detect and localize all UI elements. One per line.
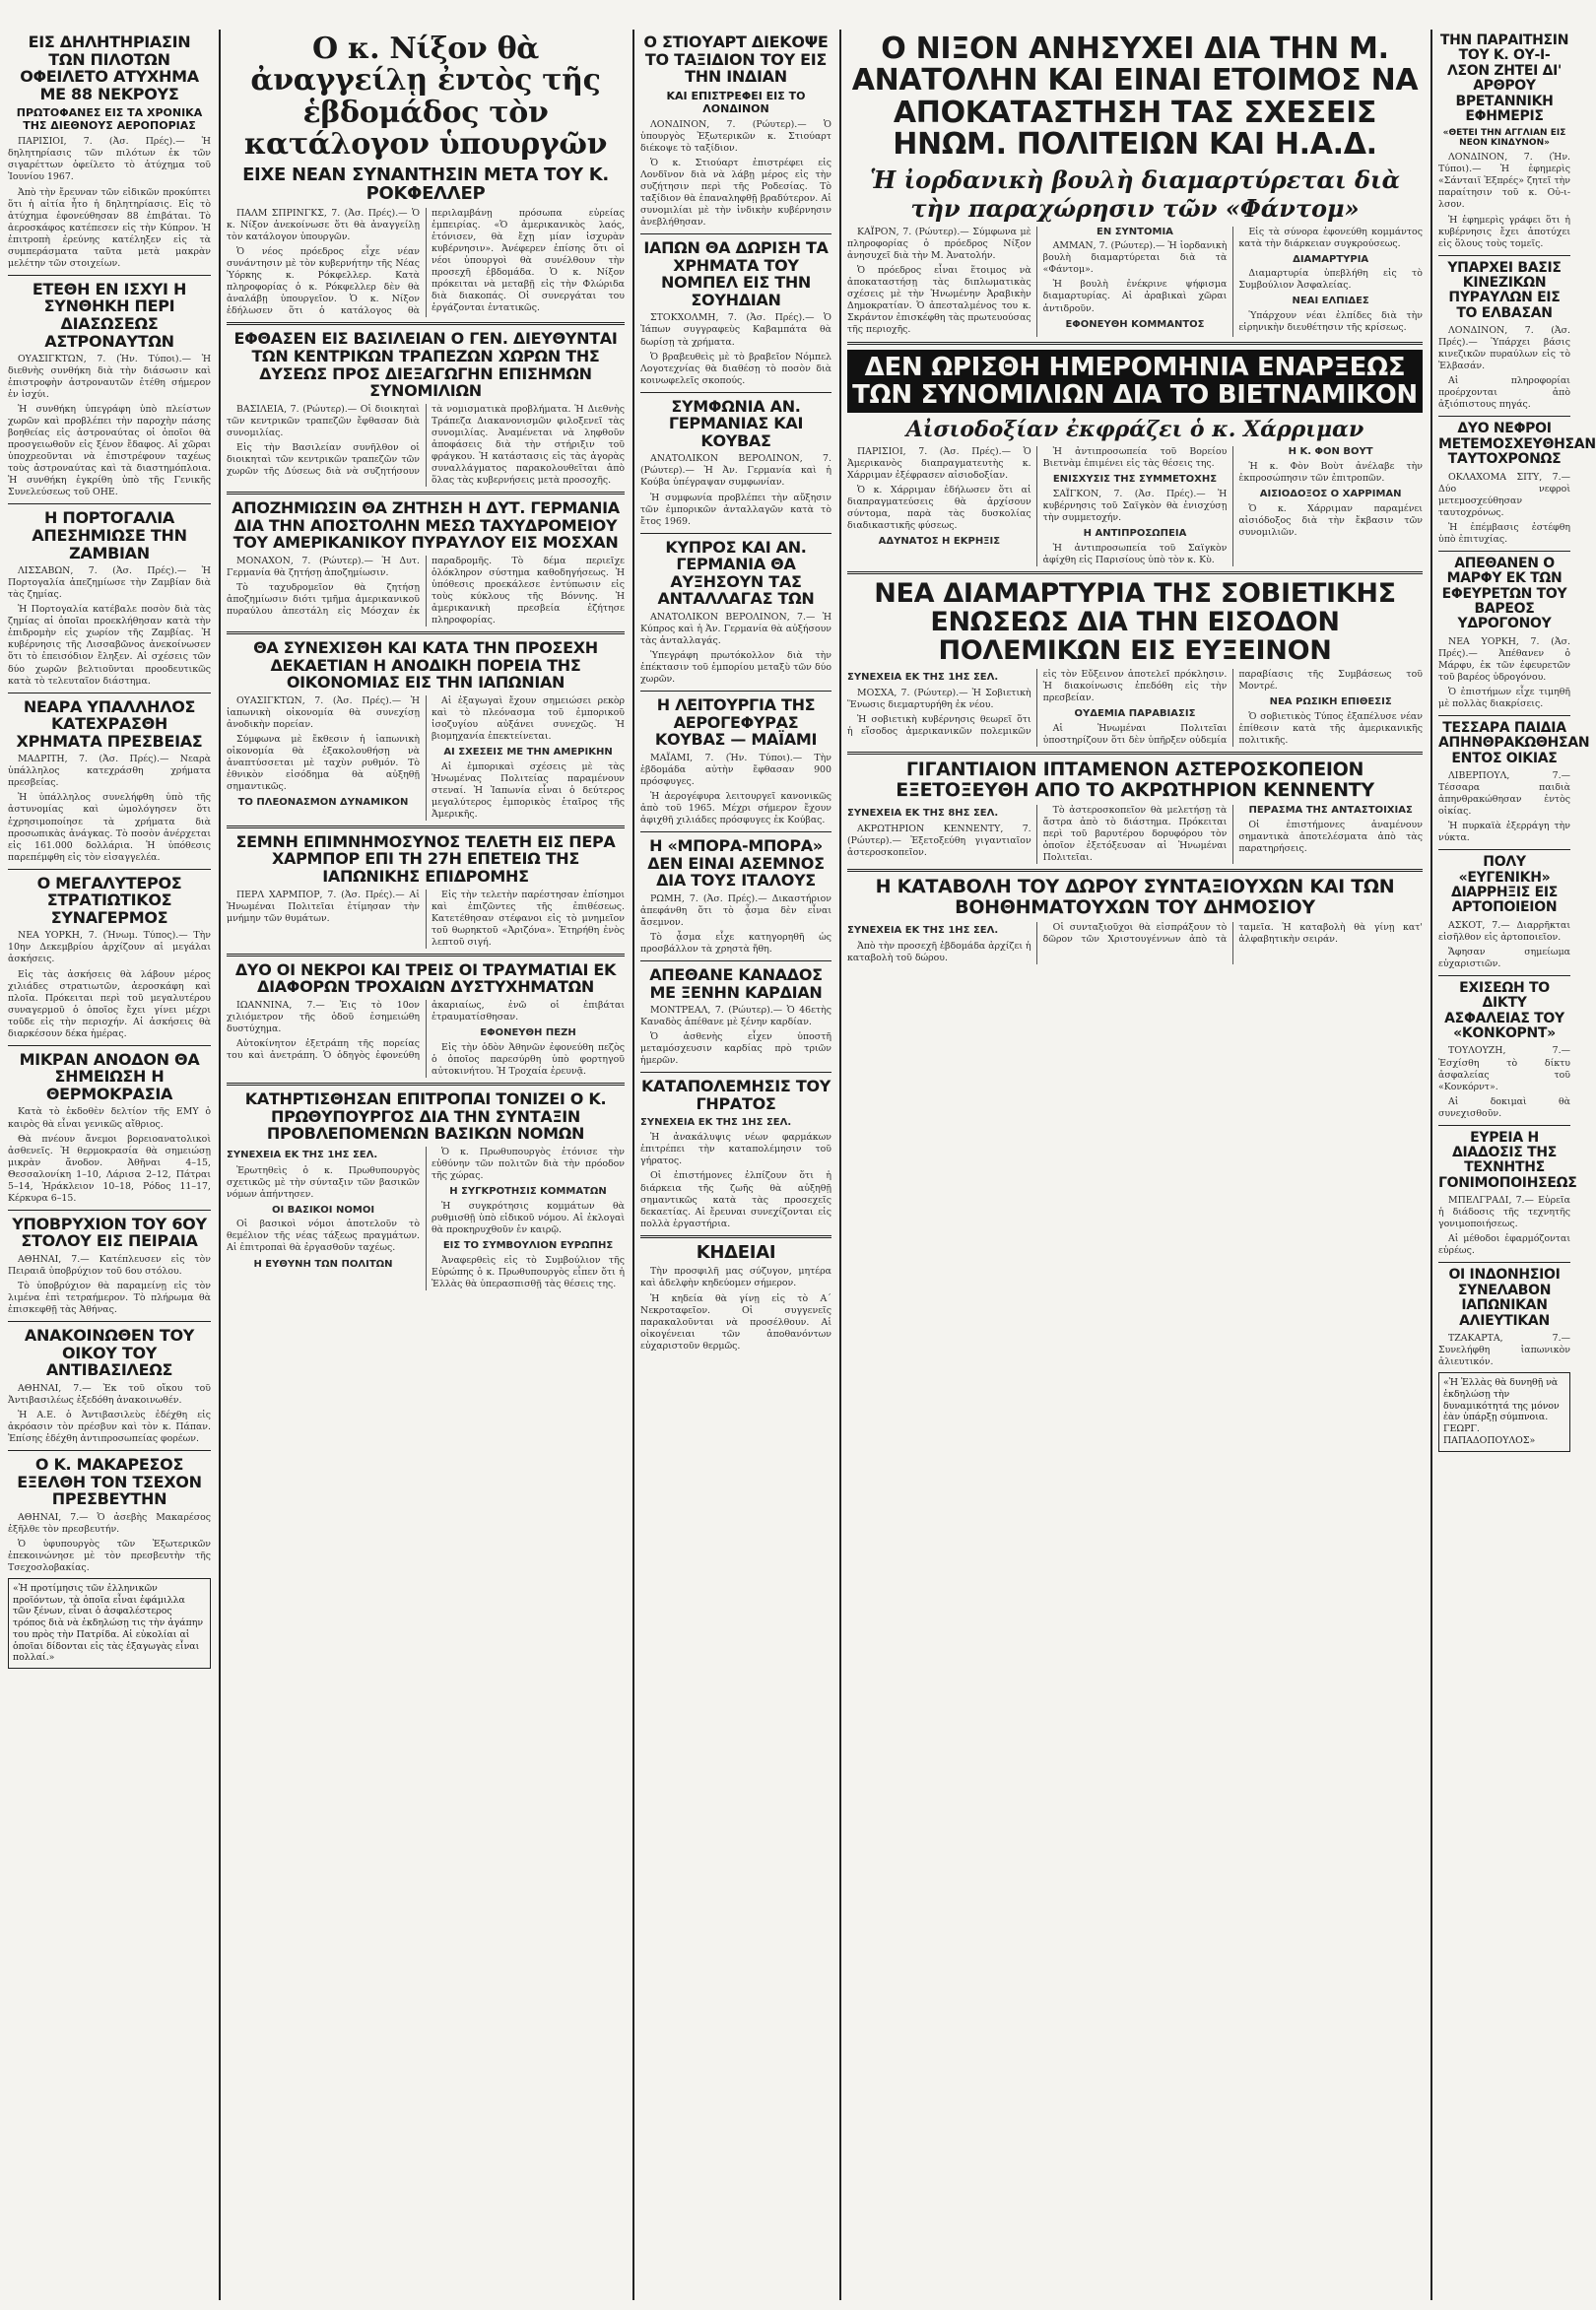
headline: ΕΤΕΘΗ ΕΝ ΙΣΧΥΙ Η ΣΥΝΘΗΚΗ ΠΕΡΙ ΔΙΑΣΩΣΕΩΣ ΑΣΤΡΟΝΑΥΤΩΝ <box>32 279 187 351</box>
article-text: ΟΥΑΣΙΓΚΤΩΝ, 7. (Ἡν. Τύποι).— Ἡ διεθνὴς συνθήκη διὰ τὴν διάσωσιν καὶ ἐπιστροφὴν ἀστροναυτῶν ἐτέθη σήμερον ἐν ἰσχύι. Ἡ συνθήκη ὑπεγράφη ὑπὸ πλείστων χωρῶν καὶ προβλέπει τὴν παροχὴν πάσης βοηθείας εἰς ἀστροναύτας οἱ ὁποῖοι θὰ προσγειωθοῦν εἰς ξένον ἔδαφος. Αἱ χῶραι ὑποχρεοῦνται νὰ ἐπιστρέφουν ταχέως τοὺς ἀστροναύτας καὶ τὰ διαστημόπλοια. Ἡ συνθήκη ἐγκρίθη ὑπὸ τῆς Γενικῆς Συνελεύσεως τοῦ ΟΗΕ. <box>8 354 211 498</box>
headline: ΥΠΟΒΡΥΧΙΟΝ ΤΟΥ 6ΟΥ ΣΤΟΛΟΥ ΕΙΣ ΠΕΙΡΑΙΑ <box>12 1214 207 1251</box>
subheadline: ΠΡΩΤΟΦΑΝΕΣ ΕΙΣ ΤΑ ΧΡΟΝΙΚΑ ΤΗΣ ΔΙΕΘΝΟΥΣ ΑΕΡΟΠΟΡΙΑΣ <box>16 106 203 133</box>
headline: ΣΥΜΦΩΝΙΑ ΑΝ. ΓΕΡΜΑΝΙΑΣ ΚΑΙ ΚΟΥΒΑΣ <box>668 396 804 450</box>
headline: ΚΗΔΕΙΑΙ <box>696 1241 776 1263</box>
column-rule <box>1430 30 1432 2300</box>
headline: ΥΠΑΡΧΕΙ ΒΑΣΙΣ ΚΙΝΕΖΙΚΩΝ ΠΥΡΑΥΛΩΝ ΕΙΣ ΤΟ ΕΛΒΑΣΑΝ <box>1447 259 1562 321</box>
headline: ΕΧΙΣΕΩΗ ΤΟ ΔΙΚΤΥ ΑΣΦΑΛΕΙΑΣ ΤΟΥ «ΚΟΝΚΟΡΝΤ» <box>1444 979 1564 1042</box>
headline: ΝΕΑΡΑ ΥΠΑΛΛΗΛΟΣ ΚΑΤΕΧΡΑΣΘΗ ΧΡΗΜΑΤΑ ΠΡΕΣΒΕΙΑΣ <box>16 696 203 751</box>
article-text: ΠΑΛΜ ΣΠΡΙΝΓΚΣ, 7. (Ἀσ. Πρές).— Ὁ κ. Νίξον ἀνεκοίνωσε ὅτι θὰ ἀναγγείλῃ τὸν κατάλογον ὑπουργῶν. Ὁ νέος πρόεδρος εἶχε νέαν συνάντησιν μὲ τὸν κυβερνήτην τῆς Νέας Ὑόρκης κ. Ρόκφελλερ. Κατὰ πληροφορίας ὁ κ. Ρόκφελλερ δὲν θὰ ἀναλάβῃ ὑπουργεῖον. Ὁ κ. Νίξον ἐδήλωσεν ὅτι ὁ κατάλογος θὰ περιλαμβάνῃ πρόσωπα εὐρείας ἐμπειρίας. «Ὁ ἀμερικανικὸς λαός, ἐτόνισεν, θὰ ἔχῃ μίαν ἰσχυρὰν κυβέρνησιν». Ἀνέφερεν ἐπίσης ὅτι οἱ νέοι ὑπουργοὶ θὰ συνέλθουν τὴν προσεχῆ ἑβδομάδα. Ὁ κ. Νίξον πρόκειται νὰ μεταβῇ εἰς τὴν Φλώριδα διὰ διακοπάς. Οἱ συνεργάται του ἐργάζονται ἐντατικῶς. <box>227 208 625 317</box>
lead-headline: Ο ΝΙΞΟΝ ΑΝΗΣΥΧΕΙ ΔΙΑ ΤΗΝ Μ. ΑΝΑΤΟΛΗΝ ΚΑΙ ΕΙΝΑΙ ΕΤΟΙΜΟΣ ΝΑ ΑΠΟΚΑΤΑΣΤΗΣΗ ΤΑΣ ΣΧΕΣΕΙΣ ΗΝΩΜ. ΠΟΛΙΤΕΙΩΝ ΚΑΙ Η.Α.Δ. <box>851 32 1419 163</box>
headline: ΠΟΛΥ «ΕΥΓΕΝΙΚΗ» ΔΙΑΡΡΗΞΙΣ ΕΙΣ ΑΡΤΟΠΟΙΕΙΟΝ <box>1450 854 1559 916</box>
headline: ΤΗΝ ΠΑΡΑΙΤΗΣΙΝ ΤΟΥ Κ. ΟΥ-Ι-ΛΣΟΝ ΖΗΤΕΙ ΔΙ' ΑΡΘΡΟΥ ΒΡΕΤΑΝΝΙΚΗ ΕΦΗΜΕΡΙΣ <box>1439 33 1569 124</box>
article-text: ΟΚΛΑΧΟΜΑ ΣΙΤΥ, 7.— Δύο νεφροὶ μετεμοσχεύθησαν ταυτοχρόνως. Ἡ ἐπέμβασις ἐστέφθη ὑπὸ ἐπιτυχίας. <box>1438 471 1570 545</box>
headline: Η ΚΑΤΑΒΟΛΗ ΤΟΥ ΔΩΡΟΥ ΣΥΝΤΑΞΙΟΥΧΩΝ ΚΑΙ ΤΩΝ ΒΟΗΘΗΜΑΤΟΥΧΩΝ ΤΟΥ ΔΗΜΟΣΙΟΥ <box>875 876 1395 919</box>
headline: ΣΕΜΝΗ ΕΠΙΜΝΗΜΟΣΥΝΟΣ ΤΕΛΕΤΗ ΕΙΣ ΠΕΡΑ ΧΑΡΜΠΟΡ ΕΠΙ ΤΗ 27Η ΕΠΕΤΕΙΩ ΤΗΣ ΙΑΠΩΝΙΚΗΣ ΕΠΙΔΡΟΜΗΣ <box>235 831 616 887</box>
article-text: ΣΥΝΕΧΕΙΑ ΕΚ ΤΗΣ 8ΗΣ ΣΕΛ. ΑΚΡΩΤΗΡΙΟΝ ΚΕΝΝΕΝΤΥ, 7. (Ρώυτερ).— Ἐξετοξεύθη γιγαντιαῖον ἀστεροσκοπεῖον. Τὸ ἀστεροσκοπεῖον θὰ μελετήσῃ τὰ ἄστρα ἀπὸ τὸ διάστημα. Πρόκειται περὶ τοῦ βαρυτέρου δορυφόρου τὸν ὁποῖον ἐξετόξευσαν αἱ Ἡνωμέναι Πολιτεῖαι. ΠΕΡΑΣΜΑ ΤΗΣ ΑΝΤΑΣΤΟΙΧΙΑΣ Οἱ ἐπιστήμονες ἀναμένουν σημαντικὰ ἀποτελέσματα ἀπὸ τὰς παρατηρήσεις. <box>847 805 1423 864</box>
article-text: ΛΟΝΔΙΝΟΝ, 7. (Ἀσ. Πρές).— Ὑπάρχει βάσις κινεζικῶν πυραύλων εἰς τὸ Ἐλβασάν. Αἱ πληροφορίαι προέρχονται ἀπὸ ἀξιόπιστους πηγάς. <box>1438 325 1570 411</box>
article-text: ΜΑΔΡΙΤΗ, 7. (Ἀσ. Πρές).— Νεαρὰ ὑπάλληλος κατεχράσθη χρήματα πρεσβείας. Ἡ ὑπάλληλος συνελήφθη ὑπὸ τῆς ἀστυνομίας καὶ ὡμολόγησεν ὅτι ἐχρησιμοποίησε τὰ χρήματα διὰ προσωπικὰς ἀνάγκας. Τὸ ποσὸν ἀνέρχεται εἰς 161.000 δολλάρια. Ἡ ὑπόθεσις παρεπέμφθη εἰς τὸν εἰσαγγελέα. <box>8 754 211 863</box>
article-text: ΚΑΪΡΟΝ, 7. (Ρώυτερ).— Σύμφωνα μὲ πληροφορίας ὁ πρόεδρος Νίξον ἀνησυχεῖ διὰ τὴν Μ. Ἀνατολήν. Ὁ πρόεδρος εἶναι ἕτοιμος νὰ ἀποκαταστήσῃ τὰς διπλωματικὰς σχέσεις μὲ τὴν Ἡνωμένην Ἀραβικὴν Δημοκρατίαν. Ὁ ἀπεσταλμένος του κ. Σκράντον ἐπισκέφθη τὰς πρωτευούσας τῆς περιοχῆς. ΕΝ ΣΥΝΤΟΜΙΑ ΑΜΜΑΝ, 7. (Ρώυτερ).— Ἡ ἰορδανικὴ βουλὴ διαμαρτύρεται διὰ τὰ «Φάντομ». Ἡ βουλὴ ἐνέκρινε ψήφισμα διαμαρτυρίας. Αἱ ἀραβικαὶ χῶραι ἀντιδροῦν. ΕΦΟΝΕΥΘΗ ΚΟΜΜΑΝΤΟΣ Εἰς τὰ σύνορα ἐφονεύθη κομμάντος κατὰ τὴν διάρκειαν συγκρούσεως. ΔΙΑΜΑΡΤΥΡΙΑ Διαμαρτυρία ὑπεβλήθη εἰς τὸ Συμβούλιον Ἀσφαλείας. ΝΕΑΙ ΕΛΠΙΔΕΣ Ὑπάρχουν νέαι ἐλπίδες διὰ τὴν εἰρηνικὴν διευθέτησιν τῆς κρίσεως. <box>847 226 1423 335</box>
headline: ΔΥΟ ΝΕΦΡΟΙ ΜΕΤΕΜΟΣΧΕΥΘΗΣΑΝ ΤΑΥΤΟΧΡΟΝΩΣ <box>1438 421 1596 468</box>
headline: ΚΑΤΑΠΟΛΕΜΗΣΙΣ ΤΟΥ ΓΗΡΑΤΟΣ <box>640 1077 831 1113</box>
lead-headline: Ο κ. Νίξον θὰ ἀναγγείλῃ ἐντὸς τῆς ἑβδομάδος τὸν κατάλογον ὑπουργῶν <box>243 32 608 163</box>
article-text: ΛΙΣΣΑΒΩΝ, 7. (Ἀσ. Πρές).— Ἡ Πορτογαλία ἀπεζημίωσε τὴν Ζαμβίαν διὰ τὰς ζημίας. Ἡ Πορτογαλία κατέβαλε ποσὸν διὰ τὰς ζημίας αἱ ὁποῖαι προεκλήθησαν κατὰ τὴν ἐπιδρομὴν εἰς χωρίον τῆς Ζαμβίας. Ἡ κυβέρνησις τῆς Λισσαβῶνος ἀνεκοίνωσεν ὅτι τὸ ἐπεισόδιον ἔληξεν. Αἱ σχέσεις τῶν δύο χωρῶν βελτιοῦνται προοδευτικῶς κατὰ τὸ τελευταῖον διάστημα. <box>8 565 211 687</box>
headline: Η ΛΕΙΤΟΥΡΓΙΑ ΤΗΣ ΑΕΡΟΓΕΦΥΡΑΣ ΚΟΥΒΑΣ — ΜΑΪΑΜΙ <box>654 695 818 750</box>
article-text: ΝΕΑ ΥΟΡΚΗ, 7. (Ἡνωμ. Τύπος).— Τὴν 10ην Δεκεμβρίου ἀρχίζουν αἱ μεγάλαι ἀσκήσεις. Εἰς τὰς ἀσκήσεις θὰ λάβουν μέρος χιλιάδες στρατιωτῶν, ἀεροσκάφη καὶ πλοῖα. Πρόκειται περὶ τοῦ μεγαλυτέρου συναγερμοῦ ὁ ὁποῖος ἔχει γίνει μέχρι τοῦδε εἰς τὴν περιοχήν. Αἱ ἀσκήσεις θὰ διαρκέσουν δέκα ἡμέρας. <box>8 930 211 1039</box>
headline: ΑΠΟΖΗΜΙΩΣΙΝ ΘΑ ΖΗΤΗΣΗ Η ΔΥΤ. ΓΕΡΜΑΝΙΑ ΔΙΑ ΤΗΝ ΑΠΟΣΤΟΛΗΝ ΜΕΣΩ ΤΑΧΥΔΡΟΜΕΙΟΥ ΤΟΥ ΑΜΕΡΙΚΑΝΙΚΟΥ ΠΥΡΑΥΛΟΥ ΕΙΣ ΜΟΣΧΑΝ <box>232 498 620 553</box>
headline: ΑΠΕΘΑΝΕΝ Ο ΜΑΡΦΥ ΕΚ ΤΩΝ ΕΦΕΥΡΕΤΩΝ ΤΟΥ ΒΑΡΕΟΣ ΥΔΡΟΓΟΝΟΥ <box>1441 555 1567 632</box>
headline: ΕΙΣ ΔΗΛΗΤΗΡΙΑΣΙΝ ΤΩΝ ΠΙΛΟΤΩΝ ΟΦΕΙΛΕΤΟ ΑΤΥΧΗΜΑ ΜΕ 88 ΝΕΚΡΟΥΣ <box>20 33 199 103</box>
article-text: ΣΥΝΕΧΕΙΑ ΕΚ ΤΗΣ 1ΗΣ ΣΕΛ. Ἐρωτηθεὶς ὁ κ. Πρωθυπουργὸς σχετικῶς μὲ τὴν σύνταξιν τῶν βασικῶν νόμων ἀπήντησεν. ΟΙ ΒΑΣΙΚΟΙ ΝΟΜΟΙ Οἱ βασικοὶ νόμοι ἀποτελοῦν τὸ θεμέλιον τῆς νέας τάξεως πραγμάτων. Αἱ ἐπιτροπαὶ θὰ ἐργασθοῦν ταχέως. Η ΕΥΘΥΝΗ ΤΩΝ ΠΟΛΙΤΩΝ Ὁ κ. Πρωθυπουργὸς ἐτόνισε τὴν εὐθύνην τῶν πολιτῶν διὰ τὴν πρόοδον τῆς χώρας. Η ΣΥΓΚΡΟΤΗΣΙΣ ΚΟΜΜΑΤΩΝ Ἡ συγκρότησις κομμάτων θὰ ρυθμισθῇ ὑπὸ εἰδικοῦ νόμου. Αἱ ἐκλογαὶ θὰ προκηρυχθοῦν ἐν καιρῷ. ΕΙΣ ΤΟ ΣΥΜΒΟΥΛΙΟΝ ΕΥΡΩΠΗΣ Ἀναφερθεὶς εἰς τὸ Συμβούλιον τῆς Εὐρώπης ὁ κ. Πρωθυπουργὸς εἶπεν ὅτι ἡ Ἑλλὰς θὰ ὑπερασπισθῇ τὰς θέσεις της. <box>227 1146 625 1289</box>
subheadline: ΕΙΧΕ ΝΕΑΝ ΣΥΝΑΝΤΗΣΙΝ ΜΕΤΑ ΤΟΥ Κ. ΡΟΚΦΕΛΛΕΡ <box>242 164 609 205</box>
headline: ΝΕΑ ΔΙΑΜΑΡΤΥΡΙΑ ΤΗΣ ΣΟΒΙΕΤΙΚΗΣ ΕΝΩΣΕΩΣ ΔΙΑ ΤΗΝ ΕΙΣΟΔΟΝ ΠΟΛΕΜΙΚΩΝ ΕΙΣ ΕΥΞΕΙΝΟΝ <box>874 577 1396 667</box>
headline: ΟΙ ΙΝΔΟΝΗΣΙΟΙ ΣΥΝΕΛΑΒΟΝ ΙΑΠΩΝΙΚΑΝ ΑΛΙΕΥΤΙΚΑΝ <box>1448 1267 1561 1329</box>
article-text: ΑΝΑΤΟΛΙΚΟΝ ΒΕΡΟΛΙΝΟΝ, 7.— Ἡ Κύπρος καὶ ἡ Ἀν. Γερμανία θὰ αὐξήσουν τὰς ἀνταλλαγάς. Ὑπεγράφη πρωτόκολλον διὰ τὴν ἐπέκτασιν τοῦ ἐμπορίου μεταξὺ τῶν δύο χωρῶν. <box>640 611 831 686</box>
article-text: ΜΠΕΛΓΡΑΔΙ, 7.— Εὐρεῖα ἡ διάδοσις τῆς τεχνητῆς γονιμοποιήσεως. Αἱ μέθοδοι ἐφαρμόζονται εὐρέως. <box>1438 1195 1570 1257</box>
column-5 <box>1438 30 1596 2300</box>
article-text: ΛΟΝΔΙΝΟΝ, 7. (Ἡν. Τύποι).— Ἡ ἐφημερὶς «Σάνταιϊ Ἐξπρές» ζητεῖ τὴν παραίτησιν τοῦ κ. Οὐ-ι-λσον. Ἡ ἐφημερὶς γράφει ὅτι ἡ κυβέρνησις ἔχει ἀποτύχει εἰς ὅλους τοὺς τομεῖς. <box>1438 152 1570 249</box>
article-text: ΝΕΑ ΥΟΡΚΗ, 7. (Ἀσ. Πρές).— Ἀπέθανεν ὁ Μάρφυ, ἐκ τῶν ἐφευρετῶν τοῦ βαρέος ὑδρογόνου. Ὁ ἐπιστήμων εἶχε τιμηθῆ μὲ πολλὰς διακρίσεις. <box>1438 635 1570 709</box>
article-text: ΛΙΒΕΡΠΟΥΛ, 7.— Τέσσαρα παιδιὰ ἀπηνθρακώθησαν ἐντὸς οἰκίας. Ἡ πυρκαϊὰ ἐξερράγη τὴν νύκτα. <box>1438 770 1570 844</box>
headline: ΔΥΟ ΟΙ ΝΕΚΡΟΙ ΚΑΙ ΤΡΕΙΣ ΟΙ ΤΡΑΥΜΑΤΙΑΙ ΕΚ ΔΙΑΦΟΡΩΝ ΤΡΟΧΑΙΩΝ ΔΥΣΤΥΧΗΜΑΤΩΝ <box>234 959 617 997</box>
headline: Ο Κ. ΜΑΚΑΡΕΣΟΣ ΕΞΕΛΘΗ ΤΟΝ ΤΣΕΧΟΝ ΠΡΕΣΒΕΥΤΗΝ <box>17 1455 202 1509</box>
column-3 <box>640 30 831 2300</box>
article-text: ΑΘΗΝΑΙ, 7.— Ὁ ἀσεβὴς Μακαρέσος ἐξῆλθε τὸν πρεσβευτήν. Ὁ ὑφυπουργὸς τῶν Ἐξωτερικῶν ἐπεκοινώνησε μὲ τὸν πρεσβευτὴν τῆς Τσεχοσλοβακίας. <box>8 1511 211 1573</box>
article-text: ΣΥΝΕΧΕΙΑ ΕΚ ΤΗΣ 1ΗΣ ΣΕΛ. Ἡ ἀνακάλυψις νέων φαρμάκων ἐπιτρέπει τὴν καταπολέμησιν τοῦ γήρατος. Οἱ ἐπιστήμονες ἐλπίζουν ὅτι ἡ διάρκεια τῆς ζωῆς θὰ αὐξηθῇ σημαντικῶς κατὰ τὰς προσεχεῖς δεκαετίας. Αἱ ἔρευναι συνεχίζονται εἰς πολλὰ ἐργαστήρια. <box>640 1116 831 1229</box>
article-text: ΡΩΜΗ, 7. (Ἀσ. Πρές).— Δικαστήριον ἀπεφάνθη ὅτι τὸ ᾆσμα δὲν εἶναι ἄσεμνον. Τὸ ᾆσμα εἶχε κατηγορηθῆ ὡς προσβάλλον τὰ χρηστὰ ἤθη. <box>640 892 831 956</box>
headline: ΔΕΝ ΩΡΙΣΘΗ ΗΜΕΡΟΜΗΝΙΑ ΕΝΑΡΞΕΩΣ ΤΩΝ ΣΥΝΟΜΙΛΙΩΝ ΔΙΑ ΤΟ ΒΙΕΤΝΑΜΙΚΟΝ <box>847 350 1423 413</box>
column-2 <box>227 30 625 2300</box>
deck: Ἡ ἰορδανικὴ βουλὴ διαμαρτύρεται διὰ τὴν παραχώρησιν τῶν «Φάντομ» <box>869 165 1401 223</box>
headline: ΚΑΤΗΡΤΙΣΘΗΣΑΝ ΕΠΙΤΡΟΠΑΙ ΤΟΝΙΖΕΙ Ο Κ. ΠΡΩΘΥΠΟΥΡΓΟΣ ΔΙΑ ΤΗΝ ΣΥΝΤΑΞΙΝ ΠΡΟΒΛΕΠΟΜΕΝΩΝ ΒΑΣΙΚΩΝ ΝΟΜΩΝ <box>244 1089 607 1144</box>
article-text: ΣΥΝΕΧΕΙΑ ΕΚ ΤΗΣ 1ΗΣ ΣΕΛ. Ἀπὸ τὴν προσεχῆ ἑβδομάδα ἀρχίζει ἡ καταβολὴ τοῦ δώρου. Οἱ συνταξιοῦχοι θὰ εἰσπράξουν τὸ δῶρον τῶν Χριστουγέννων ἀπὸ τὰ ταμεῖα. Ἡ καταβολὴ θὰ γίνῃ κατ' ἀλφαβητικὴν σειράν. <box>847 921 1423 963</box>
deck: Αἰσιοδοξίαν ἐκφράζει ὁ κ. Χάρριμαν <box>905 417 1364 442</box>
article-text: ΠΕΡΛ ΧΑΡΜΠΟΡ, 7. (Ἀσ. Πρές).— Αἱ Ἡνωμέναι Πολιτεῖαι ἐτίμησαν τὴν μνήμην τῶν θυμάτων. Εἰς τὴν τελετὴν παρέστησαν ἐπίσημοι καὶ ἐπιζῶντες τῆς ἐπιθέσεως. Κατετέθησαν στέφανοι εἰς τὸ μνημεῖον τοῦ θωρηκτοῦ «Ἀριζόνα». Ἐτηρήθη ἐνὸς λεπτοῦ σιγή. <box>227 889 625 948</box>
article-text: ΑΝΑΤΟΛΙΚΟΝ ΒΕΡΟΛΙΝΟΝ, 7. (Ρώυτερ).— Ἡ Ἀν. Γερμανία καὶ ἡ Κούβα ὑπέγραψαν συμφωνίαν. Ἡ συμφωνία προβλέπει τὴν αὔξησιν τῶν ἐμπορικῶν ἀνταλλαγῶν κατὰ τὸ ἔτος 1969. <box>640 453 831 527</box>
headline: ΘΑ ΣΥΝΕΧΙΣΘΗ ΚΑΙ ΚΑΤΑ ΤΗΝ ΠΡΟΣΕΧΗ ΔΕΚΑΕΤΙΑΝ Η ΑΝΟΔΙΚΗ ΠΟΡΕΙΑ ΤΗΣ ΟΙΚΟΝΟΜΙΑΣ ΕΙΣ ΤΗΝ ΙΑΠΩΝΙΑΝ <box>253 638 598 693</box>
headline: Ο ΣΤΙΟΥΑΡΤ ΔΙΕΚΟΨΕ ΤΟ ΤΑΞΙΔΙΟΝ ΤΟΥ ΕΙΣ ΤΗΝ ΙΝΔΙΑΝ <box>643 33 829 87</box>
column-rule <box>839 30 841 2300</box>
quote-box: «Ἡ Ἑλλὰς θὰ δυνηθῇ νὰ ἐκδηλώσῃ τὴν δυναμικότητά της μόνον ἐὰν ὑπάρξῃ σύμπνοια. ΓΕΩΡΓ. ΠΑΠΑΔΟΠΟΥΛΟΣ» <box>1438 1372 1570 1452</box>
headline: ΕΦΘΑΣΕΝ ΕΙΣ ΒΑΣΙΛΕΙΑΝ Ο ΓΕΝ. ΔΙΕΥΘΥΝΤΑΙ ΤΩΝ ΚΕΝΤΡΙΚΩΝ ΤΡΑΠΕΖΩΝ ΧΩΡΩΝ ΤΗΣ ΔΥΣΕΩΣ ΠΡΟΣ ΔΙΕΞΑΓΩΓΗΝ ΕΠΙΣΗΜΩΝ ΣΥΝΟΜΙΛΙΩΝ <box>233 329 618 401</box>
subheadline: «ΘΕΤΕΙ ΤΗΝ ΑΓΓΛΙΑΝ ΕΙΣ ΝΕΟΝ ΚΙΝΔΥΝΟΝ» <box>1442 128 1566 149</box>
subheadline: ΚΑΙ ΕΠΙΣΤΡΕΦΕΙ ΕΙΣ ΤΟ ΛΟΝΔΙΝΟΝ <box>666 89 806 115</box>
article-text: ΣΥΝΕΧΕΙΑ ΕΚ ΤΗΣ 1ΗΣ ΣΕΛ. ΜΟΣΧΑ, 7. (Ρώυτερ).— Ἡ Σοβιετικὴ Ἕνωσις διεμαρτυρήθη ἐκ νέου. Ἡ σοβιετικὴ κυβέρνησις θεωρεῖ ὅτι ἡ εἴσοδος ἀμερικανικῶν πολεμικῶν εἰς τὸν Εὔξεινον ἀποτελεῖ πρόκλησιν. Ἡ διακοίνωσις ἐπεδόθη εἰς τὴν πρεσβείαν. ΟΥΔΕΜΙΑ ΠΑΡΑΒΙΑΣΙΣ Αἱ Ἡνωμέναι Πολιτεῖαι ὑποστηρίζουν ὅτι δὲν ὑπῆρξεν οὐδεμία παραβίασις τῆς Συμβάσεως τοῦ Μοντρέ. ΝΕΑ ΡΩΣΙΚΗ ΕΠΙΘΕΣΙΣ Ὁ σοβιετικὸς Τύπος ἐξαπέλυσε νέαν ἐπίθεσιν κατὰ τῆς ἀμερικανικῆς πολιτικῆς. <box>847 669 1423 747</box>
headline: ΙΑΠΩΝ ΘΑ ΔΩΡΙΣΗ ΤΑ ΧΡΗΜΑΤΑ ΤΟΥ ΝΟΜΠΕΛ ΕΙΣ ΤΗΝ ΣΟΥΗΔΙΑΝ <box>643 238 829 309</box>
article-text: ΒΑΣΙΛΕΙΑ, 7. (Ρώυτερ).— Οἱ διοικηταὶ τῶν κεντρικῶν τραπεζῶν ἔφθασαν διὰ συνομιλίας. Εἰς τὴν Βασιλείαν συνῆλθον οἱ διοικηταὶ τῶν κεντρικῶν τραπεζῶν τῶν χωρῶν τῆς Δύσεως διὰ νὰ συζητήσουν τὰ νομισματικὰ προβλήματα. Ἡ Διεθνὴς Τράπεζα Διακανονισμῶν φιλοξενεῖ τὰς συνομιλίας. Ἀναμένεται νὰ ληφθοῦν ἀποφάσεις διὰ τὴν στήριξιν τοῦ φράγκου. Ἡ κατάστασις εἰς τὰς ἀγορὰς συναλλάγματος παρακολουθεῖται ἀπὸ ὅλας τὰς κυβερνήσεις μετὰ προσοχῆς. <box>227 403 625 486</box>
quote-box: «Ἡ προτίμησις τῶν ἑλληνικῶν προϊόντων, τὰ ὁποῖα εἶναι ἐφάμιλλα τῶν ξένων, εἶναι ὁ ἀσφαλέστερος τρόπος διὰ νὰ ἐκδηλώσῃ τις τὴν ἀγάπην του πρὸς τὴν Πατρίδα. Αἱ εὐκολίαι αἱ ὁποῖαι δίδονται εἰς τὰς ἐξαγωγὰς εἶναι πολλαί.» <box>8 1578 211 1669</box>
headline: ΑΠΕΘΑΝΕ ΚΑΝΑΔΟΣ ΜΕ ΞΕΝΗΝ ΚΑΡΔΙΑΝ <box>649 965 823 1002</box>
article-text: ΤΖΑΚΑΡΤΑ, 7.— Συνελήφθη ἰαπωνικὸν ἀλιευτικόν. <box>1438 1332 1570 1368</box>
article-text: ΑΘΗΝΑΙ, 7.— Ἐκ τοῦ οἴκου τοῦ Ἀντιβασιλέως ἐξεδόθη ἀνακοινωθέν. Ἡ Α.Ε. ὁ Ἀντιβασιλεὺς ἐδέχθη εἰς ἀκρόασιν τὸν πρέσβυν καὶ τὸν κ. Πάπαν. Ἐπίσης ἐδέχθη ἀντιπροσωπείας φορέων. <box>8 1382 211 1444</box>
headline: ΕΥΡΕΙΑ Η ΔΙΑΔΟΣΙΣ ΤΗΣ ΤΕΧΝΗΤΗΣ ΓΟΝΙΜΟΠΟΙΗΣΕΩΣ <box>1438 1129 1577 1191</box>
headline: ΤΕΣΣΑΡΑ ΠΑΙΔΙΑ ΑΠΗΝΘΡΑΚΩΘΗΣΑΝ ΕΝΤΟΣ ΟΙΚΙΑΣ <box>1438 719 1590 766</box>
headline: ΚΥΠΡΟΣ ΚΑΙ ΑΝ. ΓΕΡΜΑΝΙΑ ΘΑ ΑΥΞΗΣΟΥΝ ΤΑΣ ΑΝΤΑΛΛΑΓΑΣ ΤΩΝ <box>657 537 815 609</box>
column-4 <box>847 30 1423 2300</box>
article-text: ΜΟΝΤΡΕΑΛ, 7. (Ρώυτερ).— Ὁ 46ετὴς Καναδὸς ἀπέθανε μὲ ξένην καρδίαν. Ὁ ἀσθενὴς εἶχεν ὑποστῆ μεταμόσχευσιν καρδίας πρὸ τριῶν ἡμερῶν. <box>640 1005 831 1067</box>
article-text: ΠΑΡΙΣΙΟΙ, 7. (Ἀσ. Πρές).— Ὁ Ἀμερικανὸς διαπραγματευτὴς κ. Χάρριμαν ἐξέφρασεν αἰσιοδοξίαν. Ὁ κ. Χάρριμαν ἐδήλωσεν ὅτι αἱ διαπραγματεύσεις θὰ ἀρχίσουν σύντομα, παρὰ τὰς δυσκολίας διαδικαστικῆς φύσεως. ΑΔΥΝΑΤΟΣ Η ΕΚΡΗΞΙΣ Ἡ ἀντιπροσωπεία τοῦ Βορείου Βιετνὰμ ἐπιμένει εἰς τὰς θέσεις της. ΕΝΙΣΧΥΣΙΣ ΤΗΣ ΣΥΜΜΕΤΟΧΗΣ ΣΑΪΓΚΟΝ, 7. (Ἀσ. Πρές).— Ἡ κυβέρνησις τοῦ Σαϊγκὸν θὰ ἐνισχύσῃ τὴν συμμετοχήν. Η ΑΝΤΙΠΡΟΣΩΠΕΙΑ Ἡ ἀντιπροσωπεία τοῦ Σαϊγκὸν ἀφίχθη εἰς Παρισίους ὑπὸ τὸν κ. Κὺ. Η Κ. ΦΟΝ ΒΟΥΤ Ἡ κ. Φὸν Βοὺτ ἀνέλαβε τὴν ἐκπροσώπησιν τῶν ἐπιτροπῶν. ΑΙΣΙΟΔΟΞΟΣ Ο ΧΑΡΡΙΜΑΝ Ὁ κ. Χάρριμαν παραμένει αἰσιόδοξος διὰ τὴν ἔκβασιν τῶν συνομιλιῶν. <box>847 446 1423 565</box>
column-rule <box>632 30 634 2300</box>
article-text: Κατὰ τὸ ἐκδοθὲν δελτίον τῆς ΕΜΥ ὁ καιρὸς θὰ εἶναι γενικῶς αἴθριος. Θὰ πνέουν ἄνεμοι βορειοανατολικοὶ ἀσθενεῖς. Ἡ θερμοκρασία θὰ σημειώσῃ μικρὰν ἄνοδον. Ἀθῆναι 4–15, Θεσσαλονίκη 1–10, Λάρισα 2–12, Πάτραι 5–14, Ἡράκλειον 10–18, Ρόδος 11–17, Κέρκυρα 6–15. <box>8 1106 211 1204</box>
headline: Ο ΜΕΓΑΛΥΤΕΡΟΣ ΣΤΡΑΤΙΩΤΙΚΟΣ ΣΥΝΑΓΕΡΜΟΣ <box>36 873 182 927</box>
headline: ΜΙΚΡΑΝ ΑΝΟΔΟΝ ΘΑ ΣΗΜΕΙΩΣΗ Η ΘΕΡΜΟΚΡΑΣΙΑ <box>19 1049 200 1103</box>
headline: Η ΠΟΡΤΟΓΑΛΙΑ ΑΠΕΣΗΜΙΩΣΕ ΤΗΝ ΖΑΜΒΙΑΝ <box>32 508 187 562</box>
article-text: ΟΥΑΣΙΓΚΤΩΝ, 7. (Ἀσ. Πρές).— Ἡ ἰαπωνικὴ οἰκονομία θὰ συνεχίσῃ ἀνοδικὴν πορείαν. Σύμφωνα μὲ ἔκθεσιν ἡ ἰαπωνικὴ οἰκονομία θὰ ἐξακολουθήσῃ νὰ ἀναπτύσσεται μὲ ταχὺν ρυθμόν. Τὸ ἐθνικὸν εἰσόδημα θὰ αὐξηθῇ σημαντικῶς. ΤΟ ΠΛΕΟΝΑΣΜΟΝ ΔΥΝΑΜΙΚΟΝ Αἱ ἐξαγωγαὶ ἔχουν σημειώσει ρεκὸρ καὶ τὸ πλεόνασμα τοῦ ἐμπορικοῦ ἰσοζυγίου αὐξάνει συνεχῶς. Ἡ βιομηχανία ἐπεκτείνεται. ΑΙ ΣΧΕΣΕΙΣ ΜΕ ΤΗΝ ΑΜΕΡΙΚΗΝ Αἱ ἐμπορικαὶ σχέσεις μὲ τὰς Ἡνωμένας Πολιτείας παραμένουν στεναί. Ἡ Ἰαπωνία εἶναι ὁ δεύτερος μεγαλύτερος ἐμπορικὸς ἑταῖρος τῆς Ἀμερικῆς. <box>227 694 625 820</box>
article-text: ΑΣΚΟΤ, 7.— Διαρρῆκται εἰσῆλθον εἰς ἀρτοποιεῖον. Ἄφησαν σημείωμα εὐχαριστιῶν. <box>1438 919 1570 969</box>
article-text: ΛΟΝΔΙΝΟΝ, 7. (Ρώυτερ).— Ὁ ὑπουργὸς Ἐξωτερικῶν κ. Στιούαρτ διέκοψε τὸ ταξίδιον. Ὁ κ. Στιούαρτ ἐπιστρέφει εἰς Λονδῖνον διὰ νὰ λάβῃ μέρος εἰς τὴν συζήτησιν περὶ τῆς Ροδεσίας. Τὸ ταξίδιον θὰ ἐπαναληφθῇ βραδύτερον. Αἱ συνομιλίαι μὲ τὴν ἰνδικὴν κυβέρνησιν ἀνεβλήθησαν. <box>640 118 831 229</box>
article-text: ΜΟΝΑΧΟΝ, 7. (Ρώυτερ).— Ἡ Δυτ. Γερμανία θὰ ζητήσῃ ἀποζημίωσιν. Τὸ ταχυδρομεῖον θὰ ζητήσῃ ἀποζημίωσιν διότι τμῆμα ἀμερικανικοῦ πυραύλου ἀπεστάλη εἰς Μόσχαν ἐκ παραδρομῆς. Τὸ δέμα περιεῖχε ὁλόκληρον σύστημα καθοδηγήσεως. Ἡ ὑπόθεσις προεκάλεσε ἐντύπωσιν εἰς τοὺς κύκλους τῆς Βόννης. Ἡ ἀμερικανικὴ πρεσβεία ἐζήτησε πληροφορίας. <box>227 555 625 626</box>
article-text: ΜΑΪΑΜΙ, 7. (Ἡν. Τύποι).— Τὴν ἑβδομάδα αὐτὴν ἔφθασαν 900 πρόσφυγες. Ἡ ἀερογέφυρα λειτουργεῖ κανονικῶς ἀπὸ τοῦ 1965. Μέχρι σήμερον ἔχουν ἀφιχθῆ χιλιάδες πρόσφυγες ἐκ Κούβας. <box>640 752 831 826</box>
headline: Η «ΜΠΟΡΑ-ΜΠΟΡΑ» ΔΕΝ ΕΙΝΑΙ ΑΣΕΜΝΟΣ ΔΙΑ ΤΟΥΣ ΙΤΑΛΟΥΣ <box>647 836 825 891</box>
headline: ΑΝΑΚΟΙΝΩΘΕΝ ΤΟΥ ΟΙΚΟΥ ΤΟΥ ΑΝΤΙΒΑΣΙΛΕΩΣ <box>24 1326 195 1380</box>
column-rule <box>219 30 221 2300</box>
article-text: ΑΘΗΝΑΙ, 7.— Κατέπλευσεν εἰς τὸν Πειραιᾶ ὑποβρύχιον τοῦ 6ου στόλου. Τὸ ὑποβρύχιον θὰ παραμείνῃ εἰς τὸν λιμένα ἐπὶ τετραήμερον. Τὸ πλήρωμα θὰ ἐπισκεφθῇ τὰς Ἀθήνας. <box>8 1253 211 1316</box>
article-text: ΙΩΑΝΝΙΝΑ, 7.— Ἐις τὸ 10ον χιλιόμετρον τῆς ὁδοῦ ἐσημειώθη δυστύχημα. Αὐτοκίνητον ἐξετράπη τῆς πορείας του καὶ ἀνετράπη. Ὁ ὁδηγὸς ἐφονεύθη ἀκαριαίως, ἐνῶ οἱ ἐπιβάται ἐτραυματίσθησαν. ΕΦΟΝΕΥΘΗ ΠΕΖΗ Εἰς τὴν ὁδὸν Ἀθηνῶν ἐφονεύθη πεζὸς ὁ ὁποῖος παρεσύρθη ὑπὸ φορτηγοῦ αὐτοκινήτου. Ἡ Τροχαία ἐρευνᾷ. <box>227 999 625 1077</box>
column-1 <box>8 30 211 2300</box>
headline: ΓΙΓΑΝΤΙΑΙΟΝ ΙΠΤΑΜΕΝΟΝ ΑΣΤΕΡΟΣΚΟΠΕΙΟΝ ΕΞΕΤΟΞΕΥΘΗ ΑΠΟ ΤΟ ΑΚΡΩΤΗΡΙΟΝ ΚΕΝΝΕΝΤΥ <box>896 759 1374 802</box>
article-text: ΠΑΡΙΣΙΟΙ, 7. (Ἀσ. Πρές).— Ἡ δηλητηρίασις τῶν πιλότων ἐκ τῶν σιγαρέττων ὀφείλετο τὸ ἀτύχημα τοῦ Ἰουνίου 1967. Ἀπὸ τὴν ἔρευναν τῶν εἰδικῶν προκύπτει ὅτι ἡ αἰτία ἦτο ἡ δηλητηρίασις. Εἰς τὸ ἀτύχημα ἐφονεύθησαν 88 ἐπιβάται. Τὸ ἀεροσκάφος κατέπεσεν εἰς τὴν Κύπρον. Ἡ ἐπιτροπὴ ἐρεύνης κατέληξεν εἰς τὰ συμπεράσματα ταῦτα μετὰ μακρὰν μελέτην τῶν στοιχείων. <box>8 136 211 269</box>
obituary-text: Τὴν προσφιλῆ μας σύζυγον, μητέρα καὶ ἀδελφὴν κηδεύομεν σήμερον. Ἡ κηδεία θὰ γίνῃ εἰς τὸ Α΄ Νεκροταφεῖον. Οἱ συγγενεῖς παρακαλοῦνται νὰ προσέλθουν. Αἱ οἰκογένειαι τῶν ἀποθανόντων εὐχαριστοῦν θερμῶς. <box>640 1266 831 1352</box>
article-text: ΣΤΟΚΧΟΛΜΗ, 7. (Ἀσ. Πρές).— Ὁ Ἰάπων συγγραφεὺς Καβαμπάτα θὰ δωρίσῃ τὰ χρήματα. Ὁ βραβευθεὶς μὲ τὸ βραβεῖον Νόμπελ Λογοτεχνίας θὰ διαθέσῃ τὸ ποσὸν διὰ κοινωφελεῖς σκοπούς. <box>640 312 831 386</box>
article-text: ΤΟΥΛΟΥΖΗ, 7.— Ἐσχίσθη τὸ δίκτυ ἀσφαλείας τοῦ «Κονκόρντ». Αἱ δοκιμαὶ θὰ συνεχισθοῦν. <box>1438 1045 1570 1119</box>
